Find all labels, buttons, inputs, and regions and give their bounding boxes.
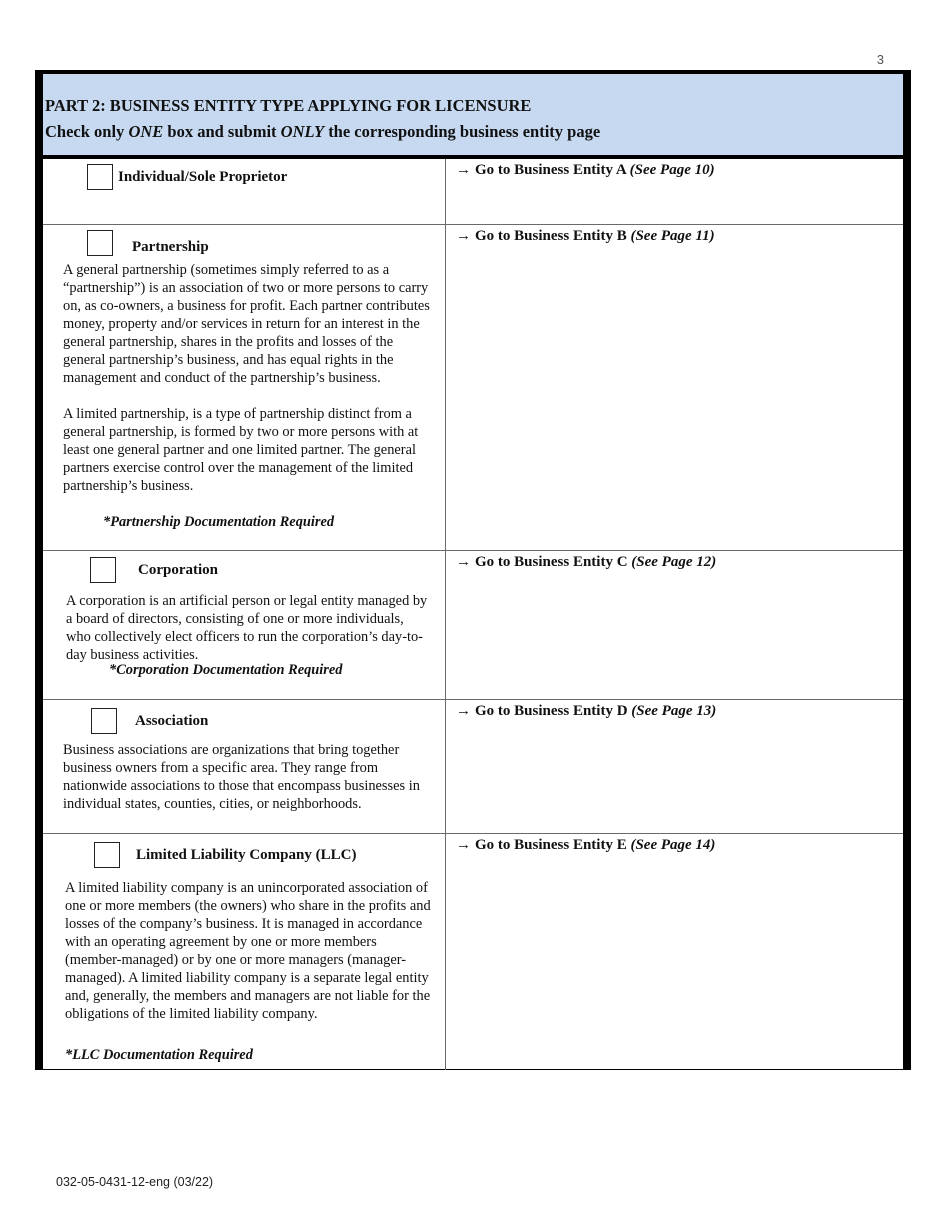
partnership-label: Partnership <box>132 239 209 255</box>
section-header <box>43 74 903 159</box>
general-partnership-text: A general partnership (sometimes simply referred to as a “partnership”) is an association of two or more persons to carry on, as co-owners, a business for profit. Each partner contributes money, property and/or services in return for an interest in the general partnership, shares in the profits and losses of the general partnership’s business, and has equal rights in the management and conduct of the partnership’s business. <box>63 262 430 386</box>
llc-doc-required: *LLC Documentation Required <box>65 1047 253 1063</box>
limited-partnership-text: A limited partnership, is a type of partnership distinct from a general partnership, is formed by two or more persons with at least one general partner and one limited partner. The general partners exercise control over the management of the limited partnership’s business. <box>63 406 419 494</box>
arrow-right-icon: → <box>456 554 471 570</box>
page-number: 3 <box>876 52 884 67</box>
corporation-doc-required: *Corporation Documentation Required <box>109 662 343 678</box>
llc-label: Limited Liability Company (LLC) <box>136 846 357 863</box>
partnership-doc-required: *Partnership Documentation Required <box>103 514 335 530</box>
llc-checkbox[interactable] <box>94 842 120 868</box>
partnership-description <box>63 261 433 495</box>
individual-label: Individual/Sole Proprietor <box>118 168 288 185</box>
association-checkbox[interactable] <box>91 708 117 734</box>
corporation-description: A corporation is an artificial person or legal entity managed by a board of directors, consisting of one or more individuals, who collectively elect officers to run the corporation’s day-to-day business activities. <box>66 593 428 663</box>
arrow-right-icon: → <box>456 228 471 244</box>
llc-description: A limited liability company is an unincorporated association of one or more members (the owners) who share in the profits and losses of the company’s business. It is managed in accordance with an operating agreement by one or more members (member-managed) or by one or more managers (manager-managed). A limited liability company is a separate legal entity and, generally, the members and managers are not liable for the obligations of the limited liability company. <box>65 880 431 1022</box>
section-title: PART 2: BUSINESS ENTITY TYPE APPLYING FOR LICENSURE <box>45 96 532 115</box>
association-description: Business associations are organizations that bring together business owners from a specific area. They range from nationwide associations to those that encompass businesses in individual states, counties, cities, or neighborhoods. <box>63 742 420 812</box>
arrow-right-icon: → <box>456 837 471 853</box>
individual-checkbox[interactable] <box>87 164 113 190</box>
partnership-goto: → Go to Business Entity B (See Page 11) <box>456 228 715 244</box>
individual-goto: → Go to Business Entity A (See Page 10) <box>456 162 715 178</box>
entity-row-llc <box>43 834 903 1070</box>
corporation-goto: → Go to Business Entity C (See Page 12) <box>456 554 717 570</box>
entity-row-partnership <box>43 225 903 551</box>
arrow-right-icon: → <box>456 162 471 178</box>
corporation-label: Corporation <box>138 561 218 578</box>
entity-row-association <box>43 700 903 834</box>
entity-type-form <box>35 70 911 1070</box>
corporation-checkbox[interactable] <box>90 557 116 583</box>
form-code: 032-05-0431-12-eng (03/22) <box>56 1175 214 1189</box>
llc-goto: → Go to Business Entity E (See Page 14) <box>456 837 716 853</box>
entity-row-individual <box>43 159 903 225</box>
section-instructions: Check only ONE box and submit ONLY the corresponding business entity page <box>45 122 601 141</box>
association-goto: → Go to Business Entity D (See Page 13) <box>456 703 717 719</box>
arrow-right-icon: → <box>456 703 471 719</box>
association-label: Association <box>135 712 209 729</box>
entity-row-corporation <box>43 551 903 700</box>
partnership-checkbox[interactable] <box>87 230 113 256</box>
